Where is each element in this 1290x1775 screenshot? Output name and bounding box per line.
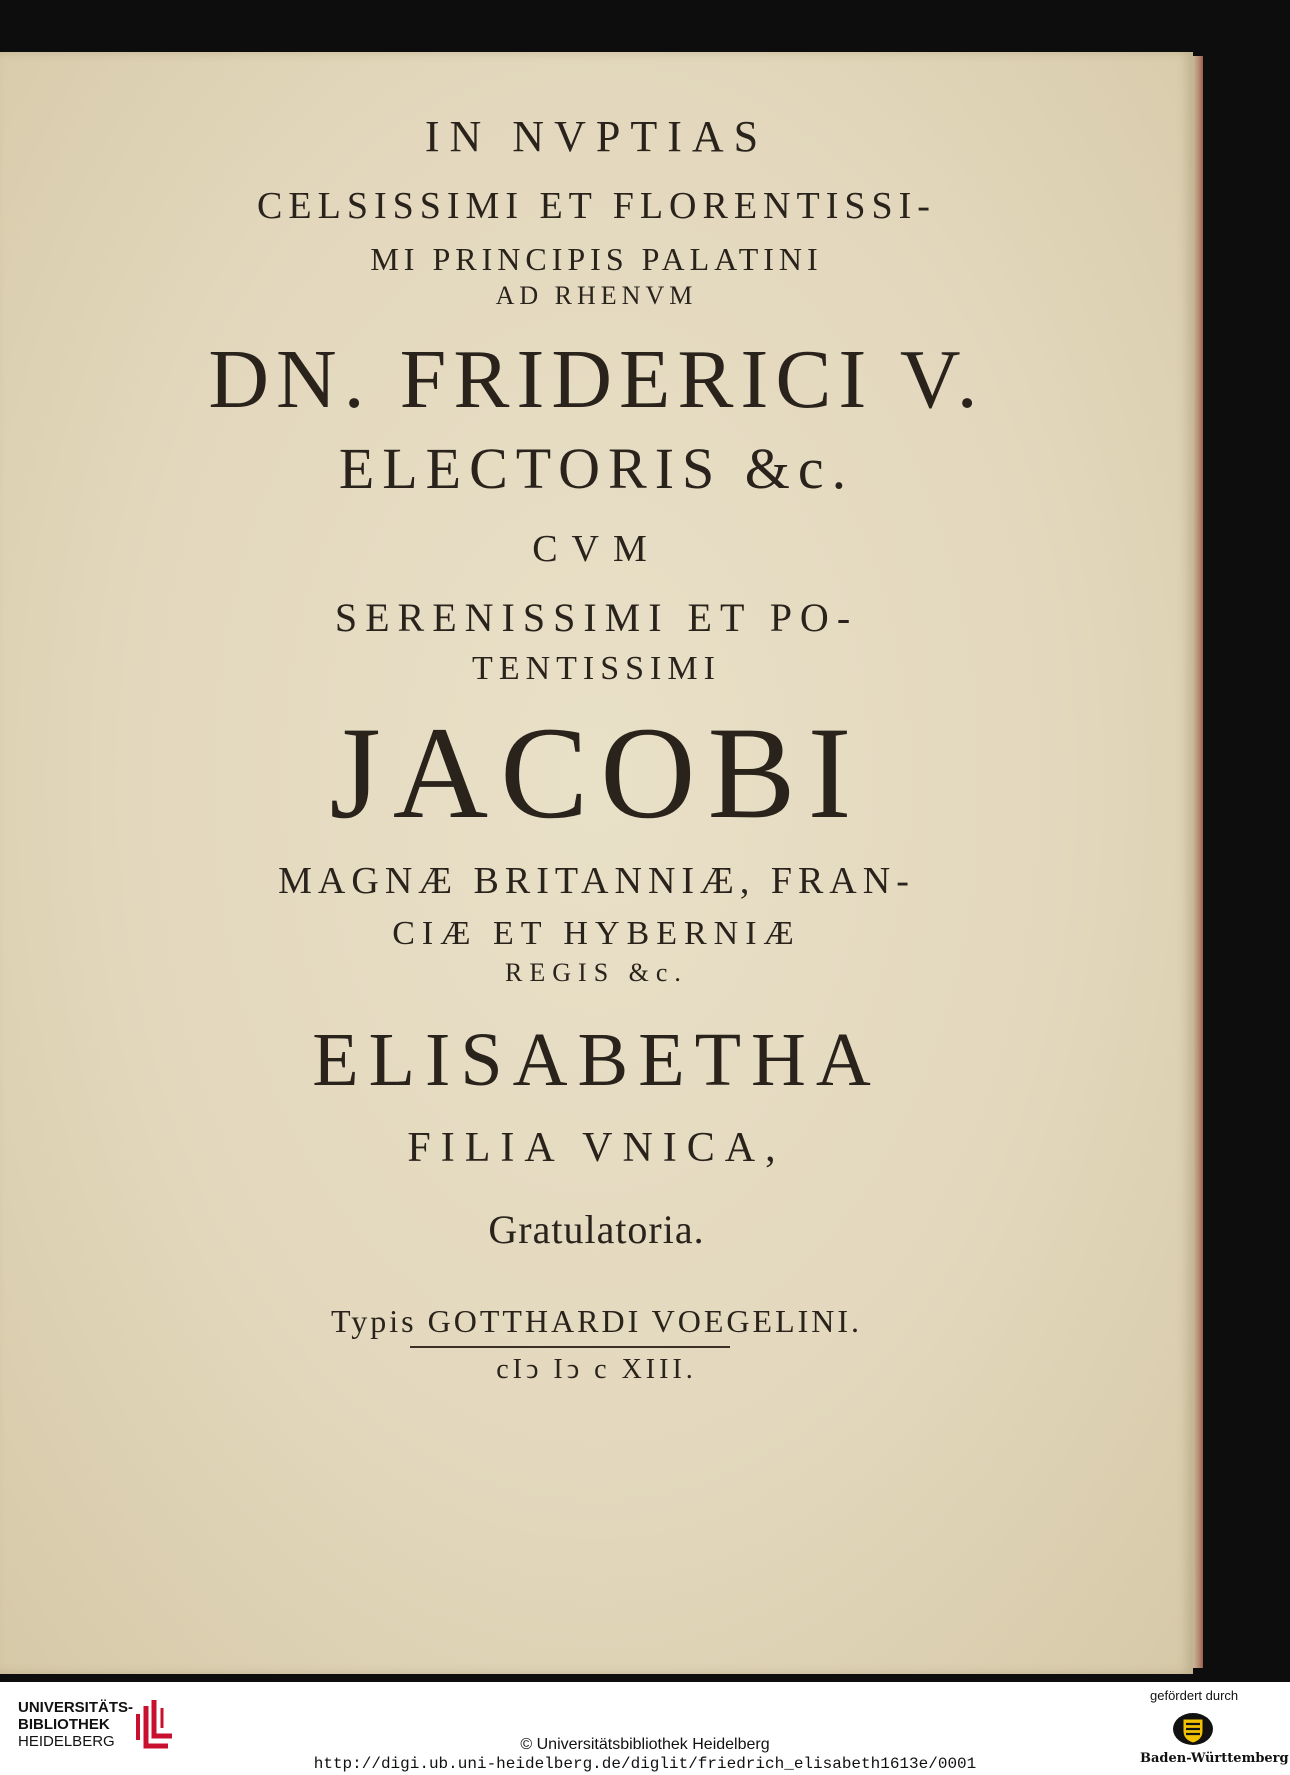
title-line-9: TENTISSIMI: [472, 650, 721, 687]
title-line-16: Gratulatoria.: [488, 1207, 705, 1252]
funded-by-label: gefördert durch: [1150, 1688, 1239, 1703]
date-line: cIↄ Iↄ c XIII.: [496, 1354, 697, 1385]
title-line-11: MAGNÆ BRITANNIÆ, FRAN-: [278, 860, 915, 902]
title-line-3: MI PRINCIPIS PALATINI: [370, 241, 823, 277]
title-line-7: CVM: [532, 528, 661, 570]
library-name-3: HEIDELBERG: [18, 1732, 115, 1750]
library-name-1: UNIVERSITÄTS-: [18, 1699, 134, 1716]
title-line-4: AD RHENVM: [495, 281, 698, 310]
copyright-text: © Universitätsbibliothek Heidelberg: [520, 1736, 770, 1753]
baden-wuerttemberg-coat-of-arms-icon: [1172, 1712, 1214, 1746]
funder-label: Baden-Württemberg: [1140, 1751, 1289, 1766]
library-name-2: BIBLIOTHEK: [18, 1715, 110, 1733]
page-edge: [1193, 56, 1203, 1668]
permalink-url[interactable]: http://digi.ub.uni-heidelberg.de/diglit/friedrich_elisabeth1613e/0001: [313, 1755, 977, 1773]
title-line-5: DN. FRIDERICI V.: [208, 333, 985, 426]
title-line-2: CELSISSIMI ET FLORENTISSI-: [257, 185, 936, 227]
footer-bar: [0, 1682, 1290, 1775]
title-line-1: IN NVPTIAS: [424, 112, 769, 161]
title-line-8: SERENISSIMI ET PO-: [334, 595, 859, 640]
title-line-13: REGIS &c.: [505, 958, 688, 987]
title-line-15: FILIA VNICA,: [407, 1125, 786, 1171]
title-line-6: ELECTORIS &c.: [338, 436, 855, 501]
imprint-rule: [410, 1346, 730, 1348]
title-line-12: CIÆ ET HYBERNIÆ: [392, 915, 801, 952]
title-line-14: ELISABETHA: [312, 1018, 881, 1102]
imprint-line: Typis GOTTHARDI VOEGELINI.: [330, 1303, 863, 1339]
title-line-10: JACOBI: [329, 699, 864, 846]
